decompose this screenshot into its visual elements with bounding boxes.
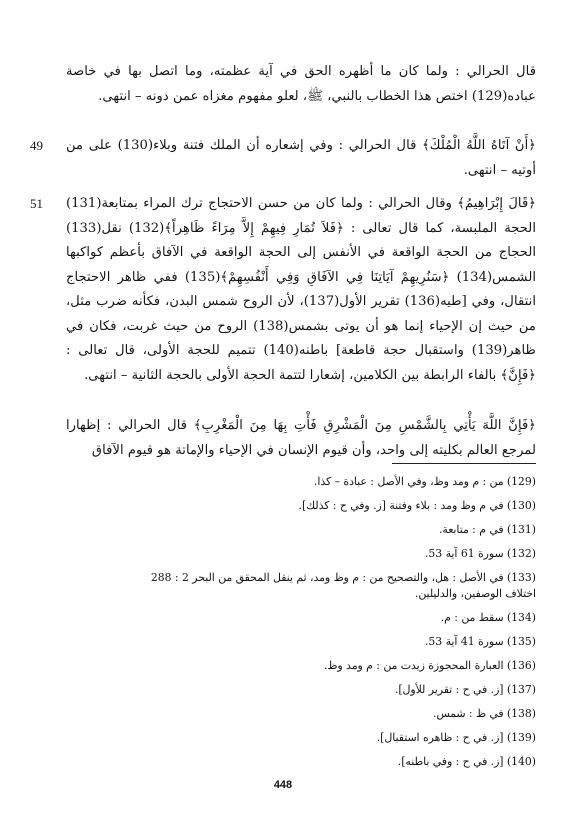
footnote-138: (138) في ظ : شمس.	[432, 707, 536, 720]
paragraph-intro: قال الحرالي : ولما كان ما أظهره الحق في آية عظمته، وما اتصل بها في خاصة عباده(129) اختص هذا الخطاب بالنبي، ﷺ، لعلو مفهوم مغزاه عمن دونه – انتهى.	[66, 64, 536, 104]
footnote-132: (132) سورة 61 آية 53.	[424, 547, 536, 560]
main-text	[30, 60, 537, 482]
paragraph-verse-51-text: ﴿قَالَ إِبْرَاهِيمُ﴾ وقال الحرالي : ولما كان من حسن الاحتجاج ترك المراء بمتابعة(131) الحجة الملبسة، كما قال تعالى : ﴿فَلاَ تُمَارِ فِيهِمْ إِلاَّ مِرَاءً ظَاهِراً﴾(132) نقل(133) الحجاج من الحجة الواقعة في الأنفس إلى الحجة الواقعة في الآفاق بأعظم كواكبها الشمس(134) ﴿سَنُرِيهِمْ آيَاتِنَا فِي الآفَاقِ وَفِي أَنْفُسِهِمْ﴾(135) ففي ظاهر الاحتجاج انتقال، وفي [طيه(136) تقرير الأول(137)، لأن الروح شمس البدن، فكأنه ضرب مثل، من حيث إن الإحياء إنما هو أن يوتى بشمس(138) الروح من حيث غربت، فكان في ظاهر(139) واستقبال حجة قاطعة] باطنه(140) تتميم للحجة الأولى، قال تعالى : ﴿فَإِنَّ﴾ بالفاء الرابطة بين الكلامين، إشعارا لتتمة الحجة الأولى بالحجة الثانية – انتهى.	[66, 196, 537, 383]
footnotes	[140, 470, 536, 774]
footnote-136: (136) العبارة المحجوزة زيدت من : م ومد وظ.	[323, 659, 536, 672]
footnote-135: (135) سورة 41 آية 53.	[424, 635, 536, 648]
footnote-129: (129) من : م ومد وظ، وفي الأصل : عبادة – كذا.	[313, 475, 536, 488]
paragraph-continuation: ﴿فَإِنَّ اللَّهَ يَأْتِي بِالشَّمْسِ مِنَ الْمَشْرِقِ فَأْتِ بِهَا مِنَ الْمَغْرِبِ﴾ قال الحرالي : إظهارا لمرجع العالم بكليته إلى واحد، وأن قيوم الإنسان في الإحياء والإماتة هو قيوم الآفاق	[66, 418, 536, 458]
footnote-divider	[392, 463, 536, 464]
footnote-139: (139) [ز. في ح : ظاهره استقبال].	[376, 731, 536, 744]
paragraph-verse-49	[30, 134, 536, 184]
paragraph-verse-51	[30, 192, 537, 406]
footnote-131: (131) في م : متابعة.	[438, 523, 536, 536]
footnote-130: (130) في م وظ ومد : بلاء وفتنة [ز. وفي ح : كذلك].	[298, 499, 536, 512]
paragraph-verse-49-text: ﴿أَنْ آتَاهُ اللَّهُ الْمُلْكَ﴾ قال الحرالي : وفي إشعاره أن الملك فتنة وبلاء(130) على من أوتيه – انتهى.	[66, 138, 536, 178]
footnote-134: (134) سقط من : م.	[440, 611, 536, 624]
verse-number-49: 49	[30, 138, 43, 153]
page-number: 448	[273, 779, 293, 791]
verse-number-51: 51	[30, 196, 43, 211]
footnote-140: (140) [ز. في ح : وفي باطنه].	[397, 755, 536, 768]
footnote-133: (133) في الأصل : هل، والتصحيح من : م وظ ومد، ثم ينقل المحقق من البحر 2 : 288 اختلاف الوصفين، والدليلين.	[150, 571, 536, 600]
footnote-137: (137) [ز. في ح : تقرير للأول].	[394, 683, 536, 696]
